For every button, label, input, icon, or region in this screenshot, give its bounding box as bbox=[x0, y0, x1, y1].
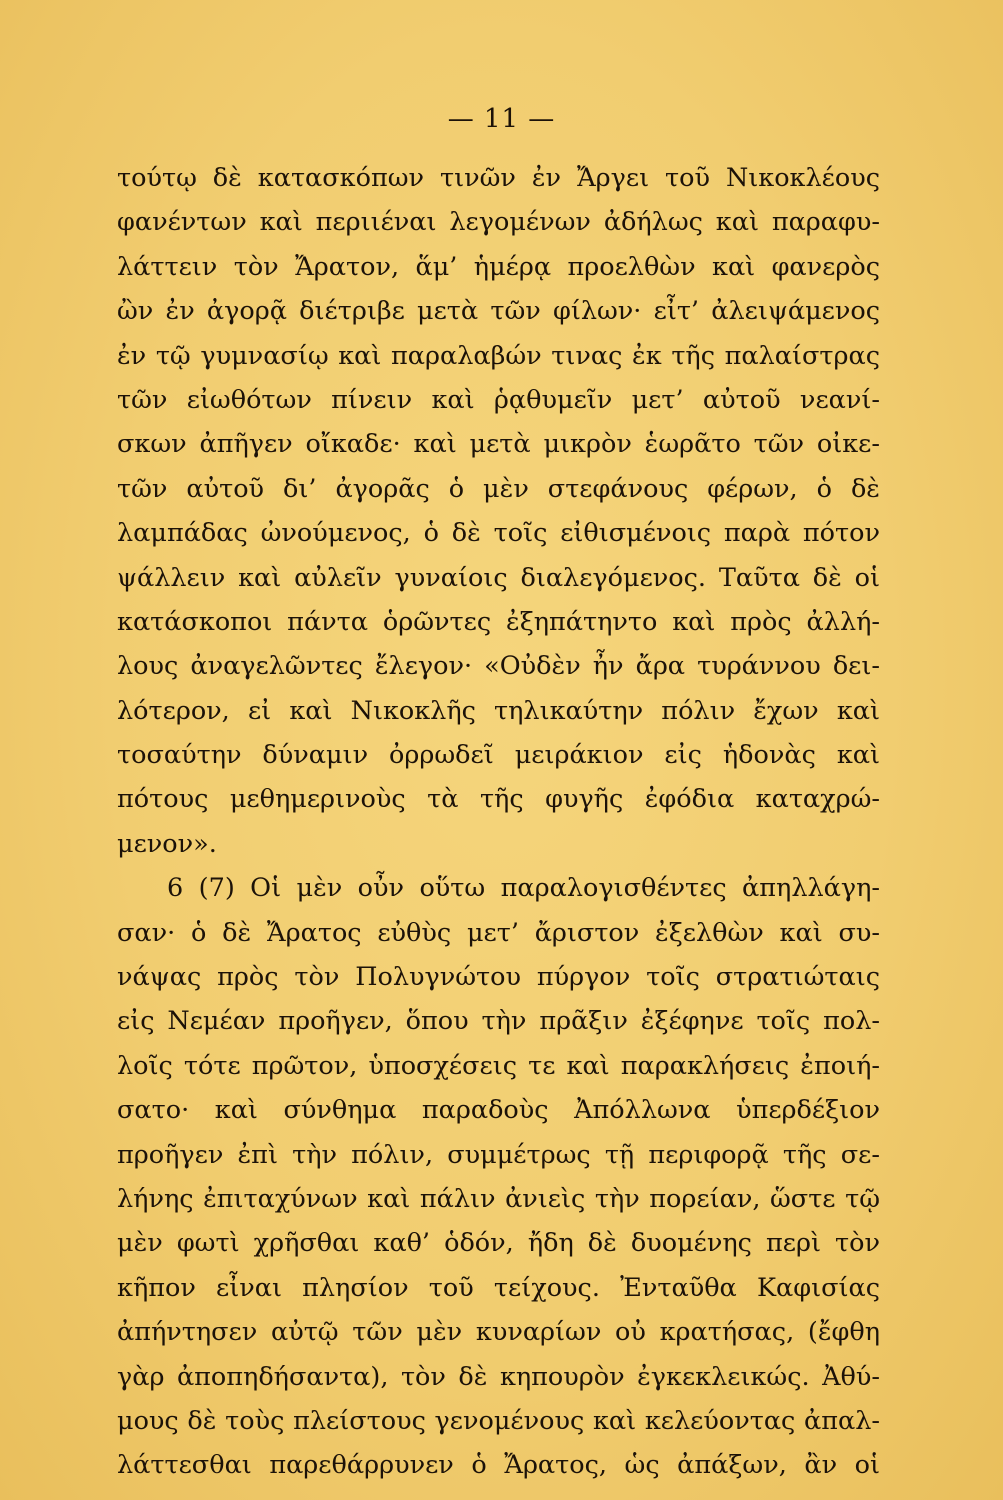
text-line: λαμπάδας ὠνούμενος, ὁ δὲ τοῖς εἰθισμένοις παρὰ πότον bbox=[117, 518, 880, 549]
text-line: λότερον, εἰ καὶ Νικοκλῆς τηλικαύτην πόλιν ἔχων καὶ bbox=[117, 695, 880, 726]
body-text bbox=[117, 156, 880, 1488]
text-line: ἀπήντησεν αὐτῷ τῶν μὲν κυναρίων οὐ κρατήσας, (ἔφθη bbox=[117, 1317, 880, 1348]
text-line: σατο· καὶ σύνθημα παραδοὺς Ἀπόλλωνα ὑπερδέξιον bbox=[117, 1095, 880, 1126]
text-line: ἐν τῷ γυμνασίῳ καὶ παραλαβών τινας ἐκ τῆς παλαίστρας bbox=[117, 340, 880, 371]
text-line: κατάσκοποι πάντα ὁρῶντες ἐξηπάτηντο καὶ πρὸς ἀλλή- bbox=[117, 606, 880, 637]
text-line: προῆγεν ἐπὶ τὴν πόλιν, συμμέτρως τῇ περιφορᾷ τῆς σε- bbox=[117, 1139, 880, 1170]
text-line: τῶν εἰωθότων πίνειν καὶ ῥᾳθυμεῖν μετ’ αὐτοῦ νεανί- bbox=[117, 384, 880, 415]
text-line: ψάλλειν καὶ αὐλεῖν γυναίοις διαλεγόμενος. Ταῦτα δὲ οἱ bbox=[117, 562, 880, 593]
text-line: μὲν φωτὶ χρῆσθαι καθ’ ὁδόν, ἤδη δὲ δυομένης περὶ τὸν bbox=[117, 1228, 880, 1259]
text-line: νάψας πρὸς τὸν Πολυγνώτου πύργον τοῖς στρατιώταις bbox=[117, 962, 880, 993]
paragraph-end-line: μενον». bbox=[117, 828, 217, 859]
text-line: τῶν αὐτοῦ δι’ ἀγορᾶς ὁ μὲν στεφάνους φέρων, ὁ δὲ bbox=[117, 473, 880, 504]
text-line: μους δὲ τοὺς πλείστους γενομένους καὶ κελεύοντας ἀπαλ- bbox=[117, 1405, 880, 1436]
text-line: πότους μεθημερινοὺς τὰ τῆς φυγῆς ἐφόδια καταχρώ- bbox=[117, 784, 880, 815]
text-line: λήνης ἐπιταχύνων καὶ πάλιν ἀνιεὶς τὴν πορείαν, ὥστε τῷ bbox=[117, 1183, 880, 1214]
text-line: λάττεσθαι παρεθάρρυνεν ὁ Ἄρατος, ὡς ἀπάξων, ἂν οἱ bbox=[117, 1450, 880, 1481]
text-line: κῆπον εἶναι πλησίον τοῦ τείχους. Ἐνταῦθα Καφισίας bbox=[117, 1272, 880, 1303]
text-line: ὢν ἐν ἀγορᾷ διέτριβε μετὰ τῶν φίλων· εἶτ’ ἀλειψάμενος bbox=[117, 296, 880, 327]
text-line: λους ἀναγελῶντες ἔλεγον· «Οὐδὲν ἦν ἄρα τυράννου δει- bbox=[117, 651, 880, 682]
text-line: τοσαύτην δύναμιν ὀρρωδεῖ μειράκιον εἰς ἡδονὰς καὶ bbox=[117, 740, 880, 771]
text-line: γὰρ ἀποπηδήσαντα), τὸν δὲ κηπουρὸν ἐγκεκλεικώς. Ἀθύ- bbox=[117, 1361, 880, 1392]
text-line: λοῖς τότε πρῶτον, ὑποσχέσεις τε καὶ παρακλήσεις ἐποιή- bbox=[117, 1050, 880, 1081]
text-line: εἰς Νεμέαν προῆγεν, ὅπου τὴν πρᾶξιν ἐξέφηνε τοῖς πολ- bbox=[117, 1006, 880, 1037]
page-number: — 11 — bbox=[447, 104, 556, 134]
text-line: λάττειν τὸν Ἄρατον, ἅμ’ ἡμέρᾳ προελθὼν καὶ φανερὸς bbox=[117, 251, 880, 282]
text-line: σαν· ὁ δὲ Ἄρατος εὐθὺς μετ’ ἄριστον ἐξελθὼν καὶ συ- bbox=[117, 917, 880, 948]
text-line: τούτῳ δὲ κατασκόπων τινῶν ἐν Ἄργει τοῦ Νικοκλέους bbox=[117, 163, 880, 193]
text-line: φανέντων καὶ περιιέναι λεγομένων ἀδήλως καὶ παραφυ- bbox=[117, 207, 880, 238]
text-line: σκων ἀπῆγεν οἴκαδε· καὶ μετὰ μικρὸν ἑωρᾶτο τῶν οἰκε- bbox=[117, 429, 880, 460]
paragraph-start-line: 6 (7) Οἱ μὲν οὖν οὕτω παραλογισθέντες ἀπηλλάγη- bbox=[167, 873, 880, 904]
